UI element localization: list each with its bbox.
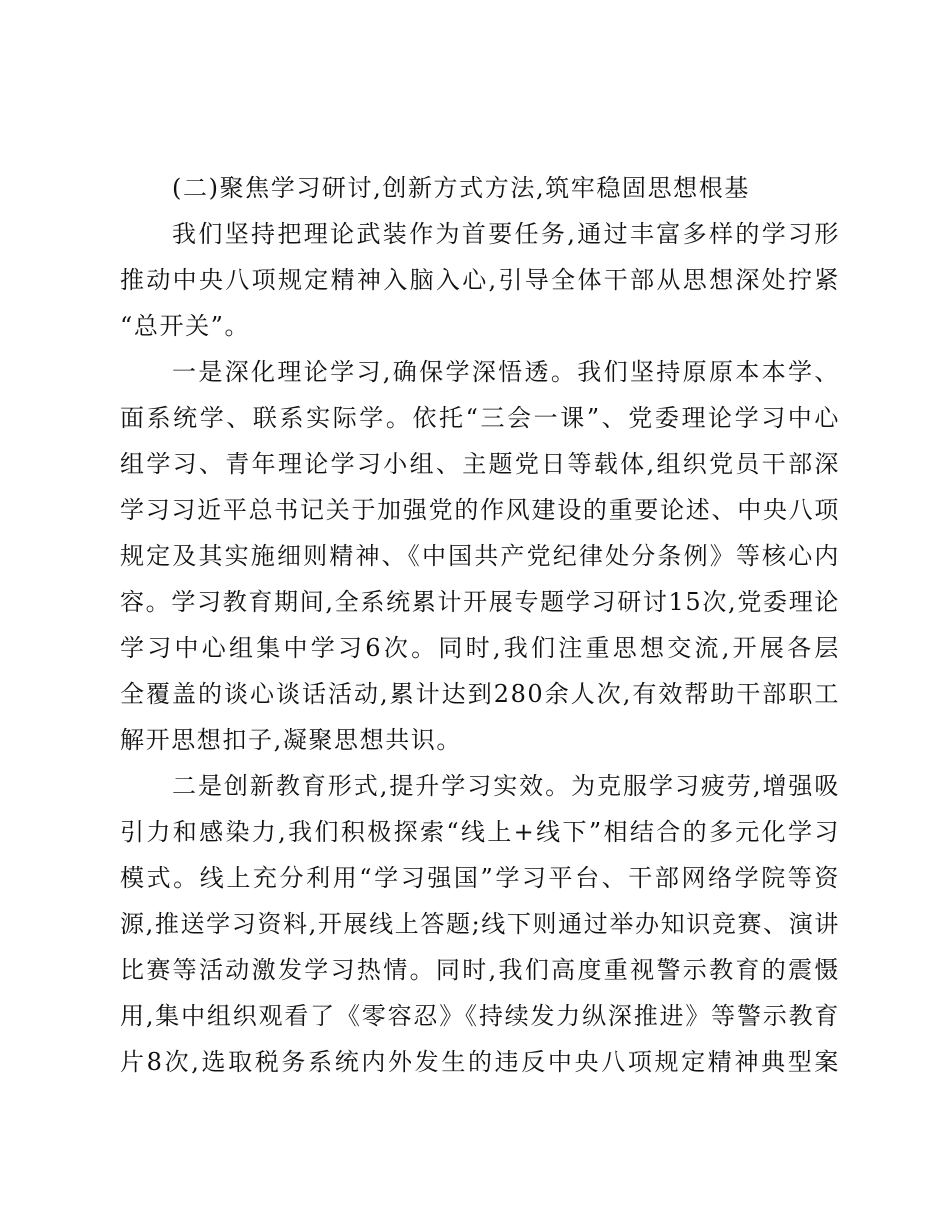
paragraph-3-line-2: 引力和感染力,我们积极探索“线上+线下”相结合的多元化学习	[120, 818, 840, 846]
paragraph-3-line-3: 模式。线上充分利用“学习强国”学习平台、干部网络学院等资	[120, 864, 840, 892]
paragraph-1-line-2: 推动中央八项规定精神入脑入心,引导全体干部从思想深处拧紧	[120, 266, 840, 294]
paragraph-2-line-4: 学习习近平总书记关于加强党的作风建设的重要论述、中央八项	[120, 496, 840, 524]
paragraph-3-line-6: 用,集中组织观看了《零容忍》《持续发力纵深推进》等警示教育	[120, 1002, 840, 1030]
paragraph-2-line-2: 面系统学、联系实际学。依托“三会一课”、党委理论学习中心	[120, 404, 840, 432]
paragraph-1-line-1: 我们坚持把理论武装作为首要任务,通过丰富多样的学习形	[172, 220, 840, 248]
paragraph-3-line-1: 二是创新教育形式,提升学习实效。为克服学习疲劳,增强吸	[172, 772, 840, 800]
paragraph-2-line-1: 一是深化理论学习,确保学深悟透。我们坚持原原本本学、	[172, 358, 840, 386]
section-heading: (二)聚焦学习研讨,创新方式方法,筑牢稳固思想根基	[172, 174, 750, 202]
paragraph-1-line-3: “总开关”。	[120, 312, 251, 340]
paragraph-2-line-8: 全覆盖的谈心谈话活动,累计达到280余人次,有效帮助干部职工	[120, 680, 840, 708]
paragraph-2-line-6: 容。学习教育期间,全系统累计开展专题学习研讨15次,党委理论	[120, 588, 840, 616]
paragraph-2-line-3: 组学习、青年理论学习小组、主题党日等载体,组织党员干部深	[120, 450, 840, 478]
paragraph-3-line-4: 源,推送学习资料,开展线上答题;线下则通过举办知识竞赛、演讲	[120, 910, 840, 938]
paragraph-3-line-7: 片8次,选取税务系统内外发生的违反中央八项规定精神典型案	[120, 1048, 840, 1076]
document-body	[120, 165, 840, 1085]
paragraph-2-line-9: 解开思想扣子,凝聚思想共识。	[120, 726, 463, 754]
paragraph-2-line-7: 学习中心组集中学习6次。同时,我们注重思想交流,开展各层	[120, 634, 840, 662]
paragraph-3-line-5: 比赛等活动激发学习热情。同时,我们高度重视警示教育的震慑	[120, 956, 840, 984]
paragraph-2-line-5: 规定及其实施细则精神、《中国共产党纪律处分条例》等核心内	[120, 542, 840, 570]
